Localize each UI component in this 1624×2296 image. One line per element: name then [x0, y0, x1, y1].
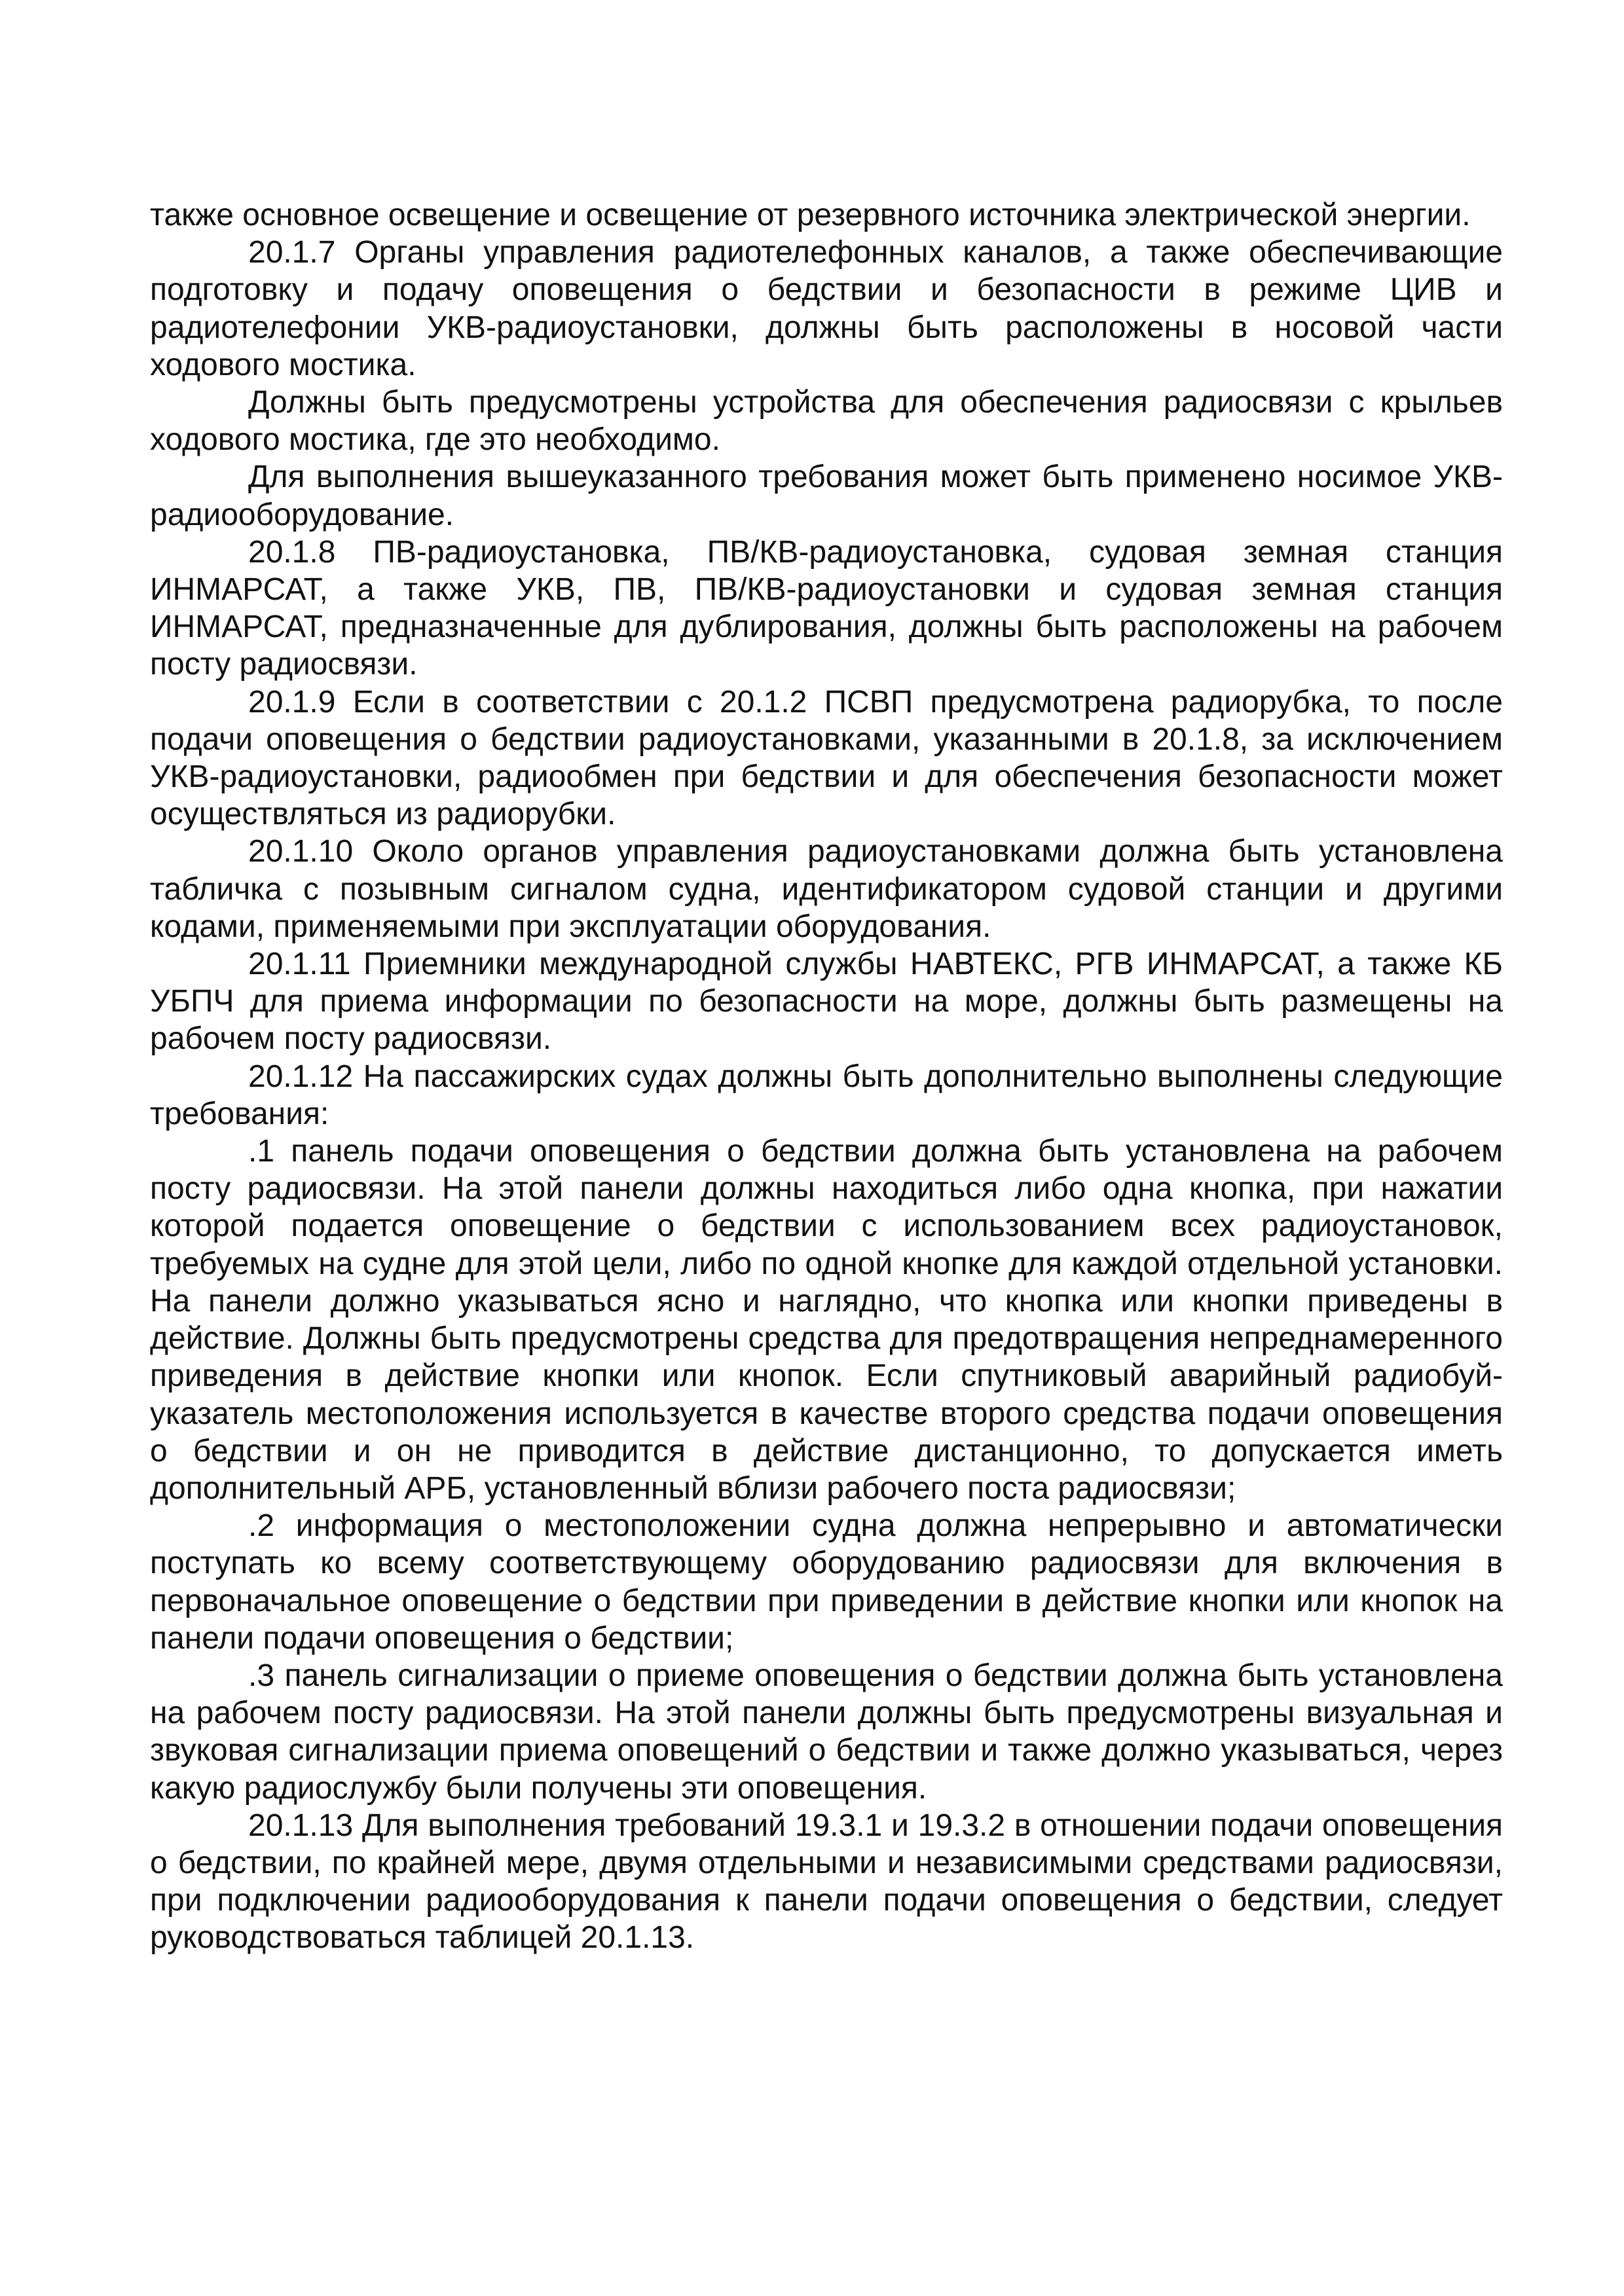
paragraph-20-1-13: 20.1.13 Для выполнения требований 19.3.1 и 19.3.2 в отношении подачи оповещения о бедствии, по крайней мере, двумя отдельными и независимыми средствами радиосвязи, при подключении радиооборудования к панели подачи оповещения о бедствии, следует руководствоваться таблицей 20.1.13.	[150, 1808, 1503, 1956]
paragraph-20-1-12: 20.1.12 На пассажирских судах должны быть дополнительно выполнены следующие требования:	[150, 1059, 1503, 1131]
paragraph-portable-vhf: Для выполнения вышеуказанного требования может быть применено носимое УКВ-радиооборудование.	[150, 460, 1503, 532]
paragraph-20-1-9: 20.1.9 Если в соответствии с 20.1.2 ПСВП предусмотрена радиорубка, то после подачи оповещения о бедствии радиоустановками, указанными в 20.1.8, за исключением УКВ-радиоустановки, радиообмен при бедствии и для обеспечения безопасности может осуществляться из радиорубки.	[150, 684, 1503, 832]
paragraph-20-1-7: 20.1.7 Органы управления радиотелефонных каналов, а также обеспечивающие подготовку и подачу оповещения о бедствии и безопасности в режиме ЦИВ и радиотелефонии УКВ-радиоустановки, должны быть расположены в носовой части ходового мостика.	[150, 235, 1503, 382]
paragraph-20-1-11: 20.1.11 Приемники международной службы НАВТЕКС, РГВ ИНМАРСАТ, а также КБ УБПЧ для приема информации по безопасности на море, должны быть размещены на рабочем посту радиосвязи.	[150, 947, 1503, 1057]
paragraph-20-1-10: 20.1.10 Около органов управления радиоустановками должна быть установлена табличка с позывным сигналом судна, идентификатором судовой станции и другими кодами, применяемыми при эксплуатации оборудования.	[150, 834, 1503, 944]
list-item-2: .2 информация о местоположении судна должна непрерывно и автоматически поступать ко всему соответствующему оборудованию радиосвязи для включения в первоначальное оповещение о бедствии при приведении в действие кнопки или кнопок на панели подачи оповещения о бедствии;	[150, 1508, 1503, 1656]
paragraph-20-1-8: 20.1.8 ПВ-радиоустановка, ПВ/КВ-радиоустановка, судовая земная станция ИНМАРСАТ, а также УКВ, ПВ, ПВ/КВ-радиоустановки и судовая земная станция ИНМАРСАТ, предназначенные для дублирования, должны быть расположены на рабочем посту радиосвязи.	[150, 534, 1503, 682]
list-item-3: .3 панель сигнализации о приеме оповещения о бедствии должна быть установлена на рабочем посту радиосвязи. На этой панели должны быть предусмотрены визуальная и звуковая сигнализации приема оповещений о бедствии и также должно указываться, через какую радиослужбу были получены эти оповещения.	[150, 1658, 1503, 1806]
document-page	[150, 196, 1503, 1957]
list-item-1: .1 панель подачи оповещения о бедствии должна быть установлена на рабочем посту радиосвязи. На этой панели должны находиться либо одна кнопка, при нажатии которой подается оповещение о бедствии с использованием всех радиоустановок, требуемых на судне для этой цели, либо по одной кнопке для каждой отдельной установки. На панели должно указываться ясно и наглядно, что кнопка или кнопки приведены в действие. Должны быть предусмотрены средства для предотвращения непреднамеренного приведения в действие кнопки или кнопок. Если спутниковый аварийный радиобуй-указатель местоположения используется в качестве второго средства подачи оповещения о бедствии и он не приводится в действие дистанционно, то допускается иметь дополнительный АРБ, установленный вблизи рабочего поста радиосвязи;	[150, 1134, 1503, 1506]
paragraph-continuation: также основное освещение и освещение от резервного источника электрической энергии.	[150, 198, 1471, 232]
paragraph-bridge-wings: Должны быть предусмотрены устройства для обеспечения радиосвязи с крыльев ходового мостика, где это необходимо.	[150, 385, 1503, 458]
